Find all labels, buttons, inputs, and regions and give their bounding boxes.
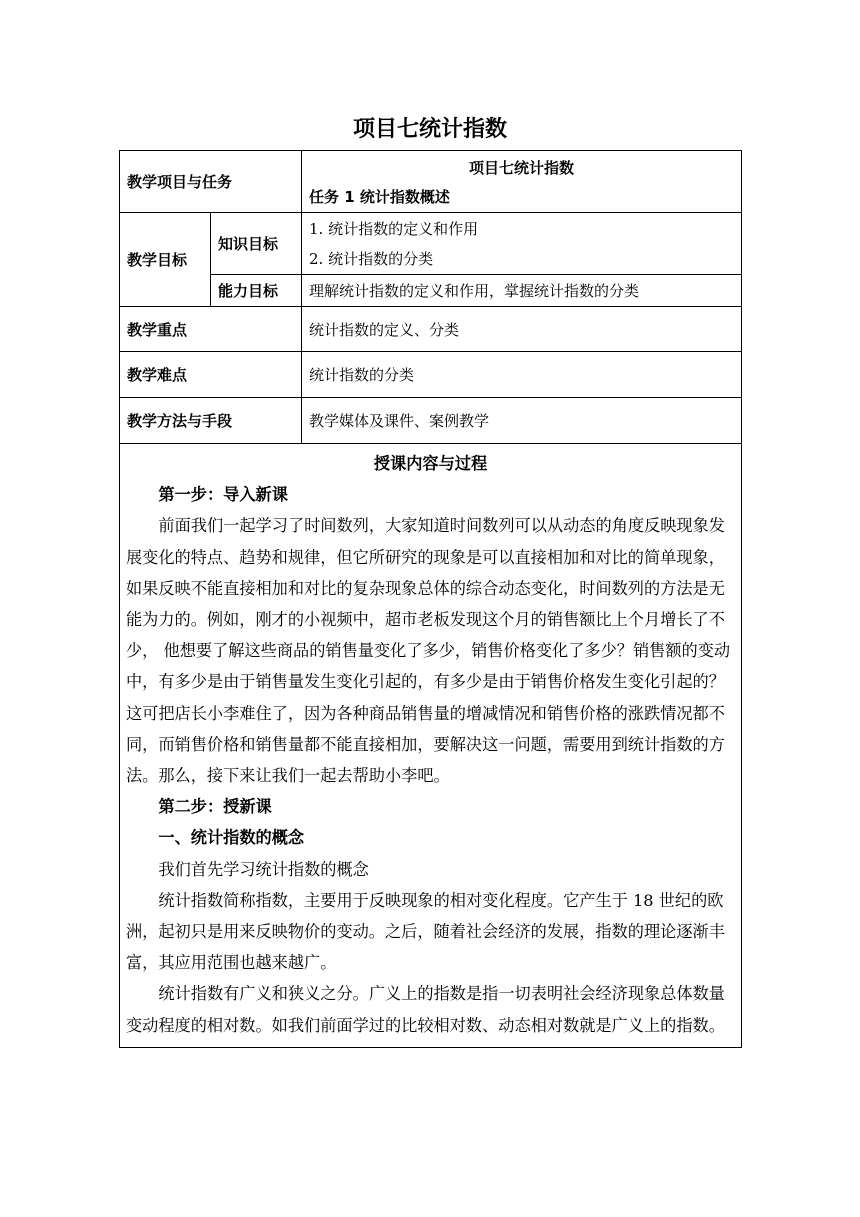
paragraph: 统计指数简称指数，主要用于反映现象的相对变化程度。它产生于 18 世纪的欧洲，起初只是用来反映物价的变动。之后，随着社会经济的发展，指数的理论逐渐丰富，其应用范围也越来越广。 xyxy=(126,890,725,973)
method-row xyxy=(120,398,742,444)
page-title: 项目七统计指数 xyxy=(352,117,507,142)
project-cell xyxy=(302,151,742,213)
paragraph: 前面我们一起学习了时间数列，大家知道时间数列可以从动态的角度反映现象发展变化的特点、趋势和规律，但它所研究的现象是可以直接相加和对比的简单现象，如果反映不能直接相加和对比的复杂现象总体的综合动态变化，时间数列的方法是无能为力的。例如，刚才的小视频中，超市老板发现这个月的销售额比上个月增长了不少， 他想要了解这些商品的销售量变化了多少，销售价格变化了多少？销售额的变动中，有多少是由于销售量发生变化引起的，有多少是由于销售价格发生变化引起的？这可把店长小李难住了，因为各种商品销售量的增减情况和销售价格的涨跌情况都不同，而销售价格和销售量都不能直接相加，要解决这一问题，需要用到统计指数的方法。那么，接下来让我们一起去帮助小李吧。 xyxy=(126,516,731,786)
key-row xyxy=(120,307,742,352)
difficult-row xyxy=(120,352,742,398)
key-text: 统计指数的定义、分类 xyxy=(302,307,742,352)
knowledge-label: 知识目标 xyxy=(211,213,302,275)
objective-label: 教学目标 xyxy=(120,213,211,307)
section-heading: 一、统计指数的概念 xyxy=(158,828,305,848)
knowledge-item: 2. 统计指数的分类 xyxy=(309,249,434,268)
key-label: 教学重点 xyxy=(120,307,302,352)
ability-text: 理解统计指数的定义和作用，掌握统计指数的分类 xyxy=(302,275,742,307)
lesson-plan-table xyxy=(119,150,742,1048)
project-name: 项目七统计指数 xyxy=(469,158,575,177)
paragraph: 统计指数有广义和狭义之分。广义上的指数是指一切表明社会经济现象总体数量变动程度的相对数。如我们前面学过的比较相对数、动态相对数就是广义上的指数。 xyxy=(126,984,725,1035)
method-text: 教学媒体及课件、案例教学 xyxy=(302,398,742,444)
ability-label: 能力目标 xyxy=(211,275,302,307)
knowledge-item: 1. 统计指数的定义和作用 xyxy=(309,219,479,238)
step-heading: 第二步：授新课 xyxy=(158,797,272,817)
project-row xyxy=(120,151,742,213)
method-label: 教学方法与手段 xyxy=(120,398,302,444)
paragraph: 我们首先学习统计指数的概念 xyxy=(158,859,369,879)
task-name: 任务 1 统计指数概述 xyxy=(309,187,450,206)
content-heading: 授课内容与过程 xyxy=(373,454,488,473)
content-row xyxy=(120,444,742,1048)
difficult-text: 统计指数的分类 xyxy=(302,352,742,398)
ability-row xyxy=(120,275,742,307)
knowledge-row xyxy=(120,213,742,275)
knowledge-items xyxy=(302,213,742,275)
difficult-label: 教学难点 xyxy=(120,352,302,398)
project-label: 教学项目与任务 xyxy=(120,151,302,213)
step-heading: 第一步：导入新课 xyxy=(158,485,288,505)
lesson-content xyxy=(120,444,742,1048)
